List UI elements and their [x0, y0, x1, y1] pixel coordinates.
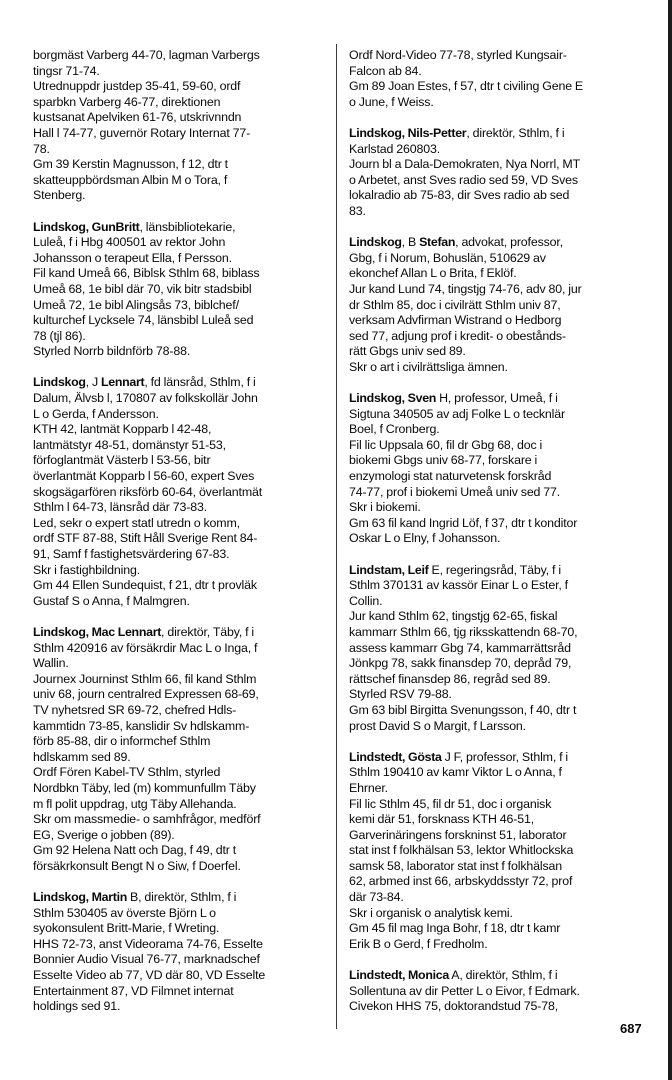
entry-text: prost David S o Margit, f Larsson. [349, 718, 526, 733]
entry-text: Umeå 72, 1e bibl Alingsås 73, biblchef/ [33, 297, 239, 312]
entry-line [33, 921, 331, 937]
entry-line [33, 641, 331, 657]
entry-text: kulturchef Lycksele 74, länsbibl Luleå sed [33, 313, 254, 328]
entry-name: Lindskog [349, 235, 402, 250]
entry-text: Wallin. [33, 656, 69, 671]
entry-line [33, 672, 331, 688]
entry-text: Gm 44 Ellen Sundequist, f 21, dtr t provläk [33, 578, 257, 593]
entry-text: Jur kand Sthlm 62, tingstjg 62-65, fiskal [349, 609, 558, 624]
entry-line [349, 282, 645, 298]
entry-name: Lindskog, Nils-Petter [349, 125, 467, 140]
entry-line [33, 438, 331, 454]
entry-line [349, 204, 645, 220]
entry-text: EG, Sverige o jobben (89). [33, 827, 175, 842]
entry-line [33, 329, 331, 345]
entry-line [33, 750, 331, 766]
entry-text: 74-77, prof i biokemi Umeå univ sed 77. [349, 484, 561, 499]
entry-text: Gm 63 fil kand Ingrid Löf, f 37, dtr t konditor [349, 515, 578, 530]
entry-text: Skr i biokemi. [349, 500, 421, 515]
entry-text: Falcon ab 84. [349, 63, 422, 78]
entry-line [349, 906, 645, 922]
entry-name: Lindstedt, Monica [349, 968, 449, 983]
entry-line [33, 547, 331, 563]
entry-line [33, 453, 331, 469]
entry-line [349, 921, 645, 937]
entry-text: samsk 58, laborator stat inst f folkhälsan [349, 858, 562, 873]
entry-line [33, 375, 331, 391]
entry-text: assess kammarr Gbg 74, kammarrättsråd [349, 640, 571, 655]
entry-line [33, 266, 331, 282]
entry-text: Fil lic Uppsala 60, fil dr Gbg 68, doc i [349, 437, 543, 452]
entry-line [349, 594, 645, 610]
entry-text: Bonnier Audio Visual 76-77, marknadschef [33, 952, 260, 967]
entry-line [33, 890, 331, 906]
entry-line [349, 563, 645, 579]
entry-text: Erik B o Gerd, f Fredholm. [349, 936, 488, 951]
entry-text: Skr om massmedie- o samhfrågor, medförf [33, 812, 261, 827]
entry-text: förb 85-88, dir o informchef Sthlm [33, 734, 211, 749]
entry-line [349, 859, 645, 875]
entry-text: Fil kand Umeå 66, Biblsk Sthlm 68, biblass [33, 266, 260, 281]
entry-line [349, 641, 645, 657]
entry-line [349, 422, 645, 438]
entry-line [349, 360, 645, 376]
entry-line [349, 95, 645, 111]
entry-text: Gm 63 bibl Birgitta Svenungsson, f 40, dtr t [349, 702, 577, 717]
entry-line [349, 937, 645, 953]
entry-text: 83. [349, 203, 366, 218]
page-number: 687 [620, 1021, 642, 1036]
entry-line [33, 625, 331, 641]
entry-line [33, 173, 331, 189]
entry-name: Lindstedt, Gösta [349, 749, 442, 764]
entry-line [33, 812, 331, 828]
entry-line [33, 984, 331, 1000]
entry-text: Karlstad 260803. [349, 141, 440, 156]
entry-text: Utrednuppdr justdep 35-41, 59-60, ordf [33, 79, 241, 94]
entry-text: o Arbetet, anst Sves radio sed 59, VD Sves [349, 172, 578, 187]
entry-text: Sthlm 530405 av överste Björn L o [33, 905, 216, 920]
entry-text: borgmäst Varberg 44-70, lagman Varbergs [33, 48, 260, 62]
entry-line [349, 687, 645, 703]
entry-line [349, 609, 645, 625]
entry-line [33, 64, 331, 80]
entry-text: Sthlm 420916 av försäkrdir Mac L o Inga, f [33, 640, 258, 655]
entry-line [349, 765, 645, 781]
entry-line [33, 188, 331, 204]
entry-text: Journex Journinst Sthlm 66, fil kand Sthlm [33, 671, 257, 686]
entry-text: HHS 72-73, anst Videorama 74-76, Esselte [33, 936, 263, 951]
entry-text: J F, professor, Sthlm, f i [441, 749, 569, 764]
entry-text: Sthlm 190410 av kamr Viktor L o Anna, f [349, 765, 562, 780]
biography-entry [349, 563, 645, 735]
entry-text: Ordf Nord-Video 77-78, styrled Kungsair- [349, 48, 567, 62]
biography-entry [349, 48, 645, 110]
entry-text: KTH 42, lantmät Kopparb l 42-48, [33, 422, 212, 437]
entry-text: stat inst f folkhälsan 53, lektor Whitlockska [349, 843, 574, 858]
entry-line [349, 874, 645, 890]
entry-text: 91, Samf f fastighetsvärdering 67-83. [33, 547, 230, 561]
entry-text: Gm 39 Kerstin Magnusson, f 12, dtr t [33, 157, 228, 172]
entry-line [349, 843, 645, 859]
entry-line [349, 797, 645, 813]
biography-entry [349, 235, 645, 375]
entry-text: försäkrkonsult Bengt N o Siw, f Doerfel. [33, 858, 241, 873]
entry-text: Gm 89 Joan Estes, f 57, dtr t civiling Gene E [349, 79, 584, 94]
entry-text: Civekon HHS 75, doktorandstud 75-78, [349, 999, 558, 1014]
entry-text: skogsägarfören riksförb 60-64, överlantmät [33, 484, 263, 499]
entry-text: ordf STF 87-88, Stift Håll Sverige Rent 84- [33, 531, 258, 546]
biography-entry [33, 220, 331, 360]
entry-line [33, 843, 331, 859]
entry-line [33, 734, 331, 750]
entry-text: Styrled RSV 79-88. [349, 687, 452, 702]
entry-line [33, 469, 331, 485]
entry-text: Sthlm 370131 av kassör Einar L o Ester, f [349, 578, 568, 593]
entry-line [349, 531, 645, 547]
entry-text: Esselte Video ab 77, VD där 80, VD Esselte [33, 968, 266, 983]
entry-line [33, 142, 331, 158]
entry-line [349, 126, 645, 142]
entry-line [33, 110, 331, 126]
entry-text: skatteuppbördsman Albin M o Tora, f [33, 172, 228, 187]
entry-text: , länsbibliotekarie, [139, 219, 236, 234]
entry-text: Oskar L o Elny, f Johansson. [349, 531, 501, 546]
entry-line [33, 48, 331, 64]
entry-line [33, 500, 331, 516]
entry-line [33, 594, 331, 610]
entry-line [349, 79, 645, 95]
entry-line [33, 407, 331, 423]
entry-line [349, 703, 645, 719]
entry-line [33, 485, 331, 501]
entry-text: Collin. [349, 593, 383, 608]
entry-name: Lindstam, Leif [349, 562, 429, 577]
entry-line [33, 906, 331, 922]
entry-text: , direktör, Täby, f i [161, 624, 255, 639]
entry-line [33, 656, 331, 672]
biography-entry [33, 48, 331, 204]
entry-line [33, 765, 331, 781]
page-edge-shadow [668, 0, 672, 1080]
entry-line [349, 984, 645, 1000]
entry-line [33, 251, 331, 267]
entry-text: dr Sthlm 85, doc i civilrätt Sthlm univ 87, [349, 297, 561, 312]
entry-line [349, 313, 645, 329]
entry-text: 78 (tjl 86). [33, 328, 86, 343]
entry-text: E, regeringsråd, Täby, f i [428, 562, 561, 577]
entry-text: Sigtuna 340505 av adj Folke L o tecknlär [349, 406, 565, 421]
entry-line [33, 781, 331, 797]
entry-line [349, 672, 645, 688]
entry-line [33, 95, 331, 111]
entry-line [349, 188, 645, 204]
entry-line [33, 298, 331, 314]
entry-name: Lindskog, GunBritt [33, 219, 140, 234]
entry-text: Sthlm l 64-73, länsråd där 73-83. [33, 500, 208, 515]
entry-text: hdlskamm sed 89. [33, 749, 131, 764]
biography-entry [33, 375, 331, 609]
entry-line [33, 703, 331, 719]
entry-line [33, 719, 331, 735]
entry-text: H, professor, Umeå, f i [436, 391, 558, 406]
entry-text: Sollentuna av dir Petter L o Eivor, f Edmark. [349, 983, 580, 998]
entry-text: Ehrner. [349, 780, 388, 795]
entry-line [33, 937, 331, 953]
entry-name: Stefan [419, 235, 456, 250]
entry-text: enzymologi stat naturvetensk forskråd [349, 469, 552, 484]
entry-line [33, 391, 331, 407]
entry-line [349, 266, 645, 282]
entry-line [33, 563, 331, 579]
entry-line [349, 235, 645, 251]
entry-line [349, 890, 645, 906]
entry-text: Journ bl a Dala-Demokraten, Nya Norrl, MT [349, 157, 580, 172]
entry-text: m fl polit uppdrag, utg Täby Allehanda. [33, 796, 237, 811]
entry-line [349, 812, 645, 828]
entry-line [349, 485, 645, 501]
entry-name: Lindskog [33, 375, 86, 390]
entry-text: 62, arbmed inst 66, arbskyddsstyr 72, prof [349, 874, 573, 889]
entry-line [349, 329, 645, 345]
entry-text: Garverinäringens forskninst 51, laborator [349, 827, 567, 842]
entry-line [349, 344, 645, 360]
entry-line [33, 79, 331, 95]
entry-text: 78. [33, 141, 50, 156]
entry-line [349, 500, 645, 516]
entry-line [349, 578, 645, 594]
entry-text: överlantmät Kopparb l 56-60, expert Sves [33, 469, 255, 484]
entry-text: där 73-84. [349, 890, 404, 905]
entry-line [33, 516, 331, 532]
entry-line [349, 407, 645, 423]
entry-text: Dalum, Älvsb l, 170807 av folkskollär John [33, 391, 258, 406]
entry-text: rätt Gbgs univ sed 89. [349, 344, 466, 359]
entry-text: Gustaf S o Anna, f Malmgren. [33, 593, 190, 608]
entry-text: kammarr Sthlm 66, tjg riksskattendn 68-70, [349, 624, 578, 639]
entry-line [33, 968, 331, 984]
entry-text: kemi där 51, forsknass KTH 46-51, [349, 812, 534, 827]
entry-text: sed 77, adjung prof i kredit- o obestånds- [349, 328, 566, 343]
entry-line [349, 391, 645, 407]
entry-text: o June, f Weiss. [349, 94, 434, 109]
entry-text: biokemi Gbgs univ 68-77, forskare i [349, 453, 538, 468]
entry-line [349, 999, 645, 1015]
entry-text: , direktör, Sthlm, f i [466, 125, 565, 140]
entry-text: rättschef finansdep 86, regråd sed 89. [349, 671, 551, 686]
entry-line [33, 235, 331, 251]
entry-text: Nordbkn Täby, led (m) kommunfullm Täby [33, 780, 256, 795]
entry-line [33, 531, 331, 547]
entry-line [33, 797, 331, 813]
entry-line [349, 453, 645, 469]
entry-line [349, 828, 645, 844]
entry-line [349, 64, 645, 80]
entry-text: förfoglantmät Västerb l 53-56, bitr [33, 453, 211, 468]
entry-text: kammtidn 73-85, kanslidir Sv hdlskamm- [33, 718, 250, 733]
entry-text: , fd länsråd, Sthlm, f i [144, 375, 256, 390]
entry-text: Skr i fastighbildning. [33, 562, 140, 577]
entry-text: Led, sekr o expert statl utredn o komm, [33, 515, 240, 530]
entry-line [33, 313, 331, 329]
entry-text: Entertainment 87, VD Filmnet internat [33, 983, 234, 998]
entry-text: syokonsulent Britt-Marie, f Wreting. [33, 921, 220, 936]
entry-line [349, 656, 645, 672]
entry-line [33, 282, 331, 298]
entry-text: lokalradio ab 75-83, dir Sves radio ab sed [349, 188, 570, 203]
entry-text: B, direktör, Sthlm, f i [127, 890, 237, 905]
entry-line [349, 48, 645, 64]
right-column [349, 48, 645, 1030]
entry-text: Boel, f Cronberg. [349, 422, 440, 437]
entry-text: kustsanat Apelviken 61-76, utskrivnndn [33, 110, 242, 125]
entry-text: tingsr 71-74. [33, 63, 100, 78]
entry-line [349, 157, 645, 173]
entry-line [349, 625, 645, 641]
entry-line [33, 952, 331, 968]
entry-line [33, 220, 331, 236]
entry-text: , advokat, professor, [455, 235, 563, 250]
entry-text: Gm 92 Helena Natt och Dag, f 49, dtr t [33, 843, 237, 858]
biography-entry [349, 126, 645, 220]
entry-text: ekonchef Allan L o Brita, f Eklöf. [349, 266, 517, 281]
biography-entry [349, 968, 645, 1015]
entry-line [33, 828, 331, 844]
entry-line [349, 516, 645, 532]
biography-entry [33, 625, 331, 875]
biography-entry [349, 391, 645, 547]
entry-text: holdings sed 91. [33, 999, 121, 1014]
entry-line [349, 719, 645, 735]
entry-name: Lindskog, Martin [33, 890, 128, 905]
entry-text: Umeå 68, 1e bibl där 70, vik bitr stadsbibl [33, 281, 252, 296]
entry-line [33, 687, 331, 703]
entry-line [349, 438, 645, 454]
entry-line [349, 968, 645, 984]
entry-text: L o Gerda, f Andersson. [33, 406, 159, 421]
entry-text: univ 68, journ centralred Expressen 68-69, [33, 687, 259, 702]
left-column [33, 48, 331, 1030]
entry-line [349, 173, 645, 189]
entry-line [33, 344, 331, 360]
entry-text: Jönkpg 78, sakk finansdep 70, depråd 79, [349, 656, 572, 671]
entry-text: lantmätstyr 48-51, domänstyr 51-53, [33, 437, 226, 452]
entry-line [349, 750, 645, 766]
entry-text: Gm 45 fil mag Inga Bohr, f 18, dtr t kamr [349, 921, 561, 936]
entry-text: Skr i organisk o analytisk kemi. [349, 905, 513, 920]
entry-line [33, 422, 331, 438]
entry-text: Luleå, f i Hbg 400501 av rektor John [33, 235, 226, 250]
entry-text: sparbkn Varberg 46-77, direktionen [33, 94, 221, 109]
entry-name: Lennart [101, 375, 145, 390]
entry-text: Skr o art i civilrättsliga ämnen. [349, 359, 508, 374]
entry-line [349, 469, 645, 485]
entry-text: Jur kand Lund 74, tingstjg 74-76, adv 80, jur [349, 281, 582, 296]
entry-text: Fil lic Sthlm 45, fil dr 51, doc i organisk [349, 796, 552, 811]
biography-entry [349, 750, 645, 953]
entry-text: Stenberg. [33, 188, 86, 203]
entry-line [349, 142, 645, 158]
entry-line [33, 999, 331, 1015]
entry-text: Johansson o terapeut Ella, f Persson. [33, 250, 232, 265]
entry-text: Styrled Norrb bildnförb 78-88. [33, 344, 191, 359]
entry-text: , B [401, 235, 420, 250]
entry-text: TV nyhetsred SR 69-72, chefred Hdls- [33, 702, 237, 717]
entry-name: Lindskog, Mac Lennart [33, 624, 162, 639]
entry-name: Lindskog, Sven [349, 391, 437, 406]
biography-entry [33, 890, 331, 1015]
entry-line [349, 781, 645, 797]
entry-text: , J [85, 375, 101, 390]
entry-text: verksam Advfirman Wistrand o Hedborg [349, 313, 562, 328]
entry-line [33, 157, 331, 173]
entry-line [349, 298, 645, 314]
entry-text: Gbg, f i Norum, Bohuslän, 510629 av [349, 250, 546, 265]
entry-text: Ordf Fören Kabel-TV Sthlm, styrled [33, 765, 221, 780]
column-divider [336, 44, 337, 1029]
entry-text: A, direktör, Sthlm, f i [448, 968, 558, 983]
entry-text: Hall l 74-77, guvernör Rotary Internat 77- [33, 125, 251, 140]
entry-line [349, 251, 645, 267]
entry-line [33, 859, 331, 875]
entry-line [33, 126, 331, 142]
entry-line [33, 578, 331, 594]
